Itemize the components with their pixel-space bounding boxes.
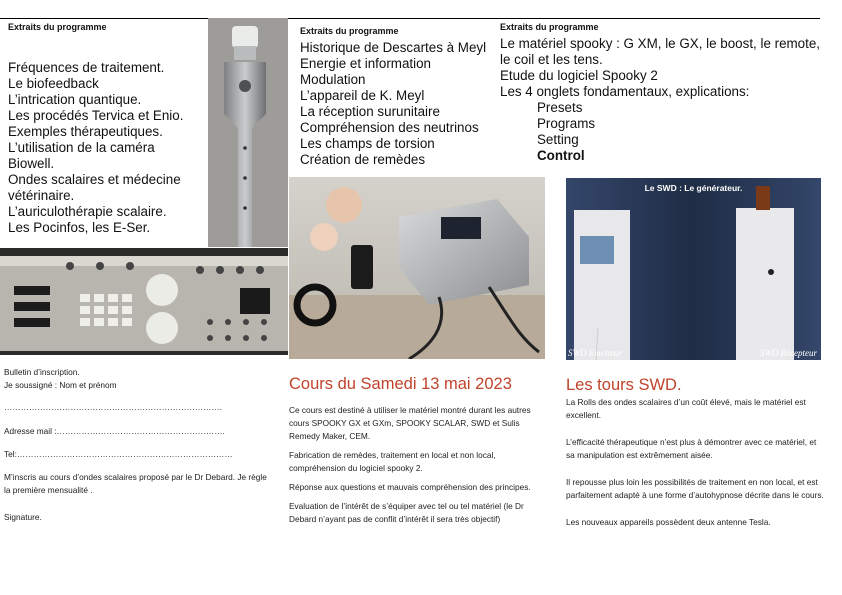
list-item: vétérinaire. <box>8 188 75 203</box>
list-item: Biowell. <box>8 156 55 171</box>
col1-program-list <box>8 60 183 236</box>
swd-title: Les tours SWD. <box>566 376 682 394</box>
form-dotted-line: ……………………………………………………………………. <box>4 402 223 412</box>
list-item: Energie et information <box>300 56 432 71</box>
photo-caption: Le SWD : Le générateur. <box>644 183 743 193</box>
control-panel-photo <box>0 248 288 355</box>
photo-label-right: SWD Récepteur <box>759 348 817 358</box>
form-name-line: Je soussigné : Nom et prénom <box>4 380 117 390</box>
col2-program-list <box>300 40 486 168</box>
list-item: Le biofeedback <box>8 76 99 91</box>
list-item: Fréquences de traitement. <box>8 60 165 75</box>
col3-program-list <box>500 36 820 100</box>
col2-heading: Extraits du programme <box>300 26 399 36</box>
course-paragraph: Evaluation de l’intérêt de s’équiper avec tel ou tel matériel (le Dr Debard n’ayant pas de conflit d’intérêt il sera très objectif) <box>289 501 524 524</box>
course-description <box>289 404 545 532</box>
wand-photo <box>208 18 288 247</box>
list-item: Les 4 onglets fondamentaux, explications: <box>500 84 750 99</box>
list-item: L’intrication quantique. <box>8 92 142 107</box>
form-email-line: Adresse mail :……………………………………………………. <box>4 426 225 436</box>
list-item: L’auriculothérapie scalaire. <box>8 204 167 219</box>
course-title: Cours du Samedi 13 mai 2023 <box>289 375 512 393</box>
registration-form <box>4 366 284 524</box>
swd-description <box>566 396 824 535</box>
swd-paragraph: La Rolls des ondes scalaires d’un coût élevé, mais le matériel est excellent. <box>566 397 806 420</box>
list-item: Setting <box>537 132 579 147</box>
list-item: Modulation <box>300 72 366 87</box>
list-item: Control <box>537 148 585 163</box>
spooky-device-illustration <box>289 177 545 359</box>
list-item: Création de remèdes <box>300 152 426 167</box>
top-rule <box>0 18 820 19</box>
col3-heading: Extraits du programme <box>500 22 599 32</box>
list-item: Le matériel spooky : G XM, le GX, le boost, le remote, <box>500 36 821 51</box>
wand-illustration <box>208 18 288 247</box>
col1-heading: Extraits du programme <box>8 22 107 32</box>
list-item: Historique de Descartes à Meyl <box>300 40 487 55</box>
control-panel-illustration <box>0 248 288 355</box>
list-item: le coil et les tens. <box>500 52 603 67</box>
swd-towers-illustration <box>566 178 821 360</box>
spooky-device-photo <box>289 177 545 359</box>
course-paragraph: Fabrication de remèdes, traitement en local et non local, compréhension du logiciel spooky 2. <box>289 450 496 473</box>
list-item: Etude du logiciel Spooky 2 <box>500 68 658 83</box>
form-signature: Signature. <box>4 512 42 522</box>
course-paragraph: Réponse aux questions et mauvais compréhension des principes. <box>289 482 531 492</box>
list-item: Exemples thérapeutiques. <box>8 124 163 139</box>
photo-label-left: SWD Emetteur <box>568 348 622 358</box>
list-item: Compréhension des neutrinos <box>300 120 479 135</box>
list-item: Les champs de torsion <box>300 136 435 151</box>
form-title: Bulletin d’inscription. <box>4 367 80 377</box>
course-paragraph: Ce cours est destiné à utiliser le matériel montré durant les autres cours SPOOKY GX et GXm, SPOOKY SCALAR, SWD et Sulis Remedy Maker, CEM. <box>289 405 531 441</box>
list-item: L’utilisation de la caméra <box>8 140 155 155</box>
list-item: Ondes scalaires et médecine <box>8 172 181 187</box>
swd-paragraph: L’efficacité thérapeutique n’est plus à démontrer avec ce matériel, et sa manipulation est extrêmement aisée. <box>566 437 817 460</box>
list-item: Les Pocinfos, les E-Ser. <box>8 220 151 235</box>
swd-paragraph: Les nouveaux appareils possèdent deux antenne Tesla. <box>566 517 771 527</box>
swd-towers-photo <box>566 178 821 360</box>
list-item: L’appareil de K. Meyl <box>300 88 425 103</box>
form-tel-line: Tel:…………………………………………………………………… <box>4 449 233 459</box>
form-enroll-text: M’inscris au cours d’ondes scalaires proposé par le Dr Debard. Je règle la première mensualité . <box>4 472 267 495</box>
list-item: Programs <box>537 116 596 131</box>
col3-sub-list <box>537 100 595 164</box>
list-item: La réception surunitaire <box>300 104 440 119</box>
swd-paragraph: Il repousse plus loin les possibilités de traitement en non local, et est parfaitement adapté à une forme d’autohypnose décrite dans le cours. <box>566 477 824 500</box>
list-item: Les procédés Tervica et Enio. <box>8 108 184 123</box>
list-item: Presets <box>537 100 583 115</box>
